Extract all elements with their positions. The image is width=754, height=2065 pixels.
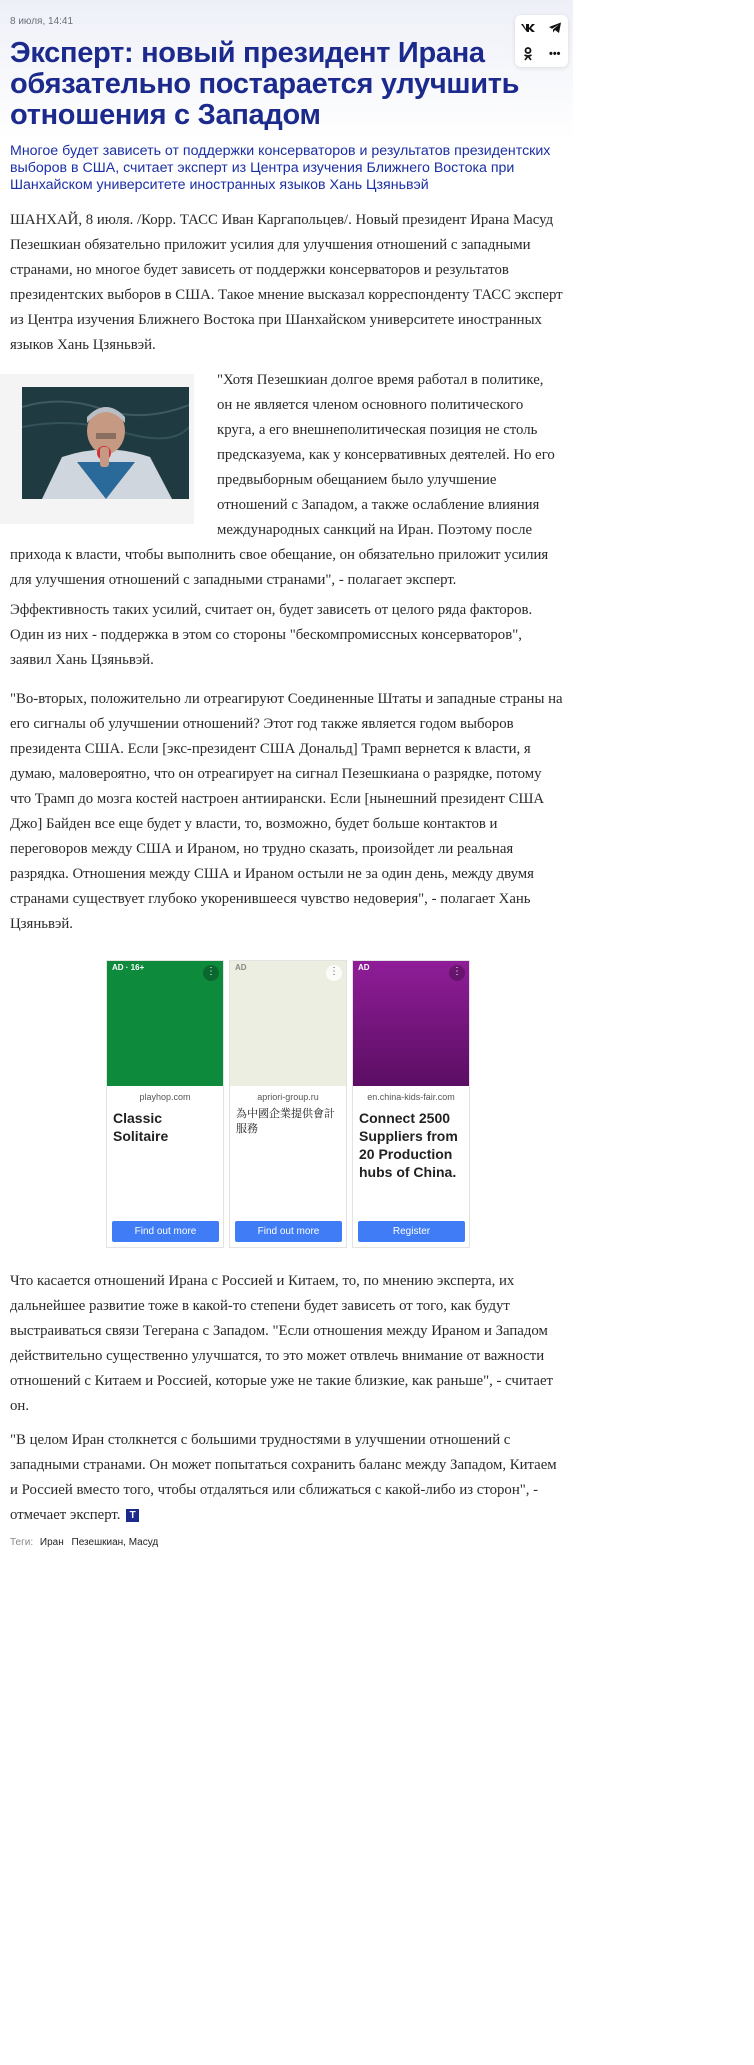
article-paragraph-text: "В целом Иран столкнется с большими трудностями в улучшении отношений с западными странами. Он может попытаться сохранить баланс между Западом, Китаем и Россией вместо того, чтобы отдаляться или сближаться с какой-либо из сторон", - отмечает эксперт. (10, 1432, 557, 1523)
vk-icon (520, 23, 536, 33)
ad-card[interactable] (352, 960, 470, 1248)
ad-cta-button[interactable]: Register (358, 1221, 465, 1242)
ad-title[interactable]: Classic Solitaire (113, 1110, 169, 1144)
ad-card[interactable] (106, 960, 224, 1248)
tag-link[interactable]: Пезешкиан, Масуд (71, 1537, 159, 1548)
ad-cta-button[interactable]: Find out more (235, 1221, 342, 1242)
ad-badge: AD · 16+ (112, 963, 145, 972)
article-paragraph (10, 1428, 566, 1528)
tags-row (10, 1537, 163, 1548)
telegram-icon (548, 22, 562, 34)
article-paragraph: "Во-вторых, положительно ли отреагируют Соединенные Штаты и западные страны на его сигналы об улучшении отношений? Этот год также является годом выборов президента США. Если [экс-президент США Дональд] Трамп вернется к власти, я думаю, маловероятно, что он отреагирует на сигнал Пезешкиана о разрядке, потому что Трамп до мозга костей настроен антиирански. Если [нынешний президент США Джо] Байден все еще будет у власти, то, возможно, будет больше контактов и переговоров между США и Ираном, но трудно сказать, произойдет ли реальная разрядка. Отношения между США и Ираном остыли не за один день, между двумя странами существует глубоко укоренившееся чувство недоверия", - полагает Хань Цзяньвэй. (10, 691, 563, 932)
ad-domain[interactable]: apriori-group.ru (257, 1092, 319, 1102)
tags-label: Теги: (10, 1537, 34, 1548)
article-title: Эксперт: новый президент Ирана обязательно постарается улучшить отношения с Западом (10, 37, 520, 131)
article-lead: Многое будет зависеть от поддержки консерваторов и результатов президентских выборов в США, считает эксперт из Центра изучения Ближнего Востока при Шанхайском университете иностранных языков Хань Цзяньвэй (10, 143, 551, 193)
ad-badge: AD (235, 963, 247, 972)
tag-link[interactable]: Иран (39, 1537, 64, 1548)
tass-logo-icon: T (126, 1509, 139, 1522)
photo-with-quote (0, 368, 566, 593)
quote-paragraph-part2: прихода к власти, чтобы выполнить свое обещание, он обязательно приложит усилия для улучшения отношений с западными странами", - полагает эксперт. (10, 547, 549, 588)
ad-title[interactable]: 為中國企業提供會計服務 (236, 1108, 335, 1135)
ad-image[interactable] (230, 961, 346, 1086)
ad-image[interactable] (353, 961, 469, 1086)
more-icon: ••• (548, 48, 561, 60)
article-paragraph: ШАНХАЙ, 8 июля. /Корр. ТАСС Иван Каргапольцев/. Новый президент Ирана Масуд Пезешкиан обязательно приложит усилия для улучшения отношений с западными странами, но многое будет зависеть от поддержки консерваторов и результатов президентских выборов в США. Такое мнение высказал корреспонденту ТАСС эксперт из Центра изучения Ближнего Востока при Шанхайском университете иностранных языков Хань Цзяньвэй. (10, 212, 563, 353)
ad-menu-button[interactable]: ⋮ (203, 965, 219, 981)
photo-frame (0, 374, 194, 524)
ad-menu-button[interactable]: ⋮ (449, 965, 465, 981)
telegram-share-button[interactable] (542, 15, 569, 41)
ad-title[interactable]: Connect 2500 Suppliers from 20 Production hubs of China. (359, 1110, 458, 1180)
person-photo-illustration (22, 387, 189, 499)
more-share-button[interactable] (542, 41, 569, 67)
ad-badge: AD (358, 963, 370, 972)
ad-domain[interactable]: playhop.com (139, 1092, 191, 1102)
article-photo[interactable] (22, 387, 189, 499)
article-paragraph: Эффективность таких усилий, считает он, будет зависеть от целого ряда факторов. Один из них - поддержка в этом со стороны "бескомпромиссных консерваторов", заявил Хань Цзяньвэй. (10, 602, 533, 668)
ad-card[interactable] (229, 960, 347, 1248)
quote-paragraph-part1: "Хотя Пезешкиан долгое время работал в политике, он не является членом основного политического круга, а его внешнеполитическая позиция не столь предсказуема, как у консервативных деятелей. Но его предвыборным обещанием было улучшение отношений с Западом, а также ослабление влияния международных санкций на Иран. Поэтому после (217, 372, 555, 538)
ad-image[interactable] (107, 961, 223, 1086)
ad-cta-button[interactable]: Find out more (112, 1221, 219, 1242)
ad-domain[interactable]: en.china-kids-fair.com (367, 1092, 455, 1102)
ad-block (106, 960, 470, 1248)
article-paragraph: Что касается отношений Ирана с Россией и Китаем, то, по мнению эксперта, их дальнейшее развитие тоже в какой-то степени будет зависеть от того, как будут выстраиваться связи Тегерана с Западом. "Если отношения между Ираном и Западом действительно существенно улучшатся, то это может отвлечь внимание от важности отношений с Китаем и Россией, которые уже не такие близкие, как раньше", - считает он. (10, 1273, 554, 1414)
ad-menu-button[interactable]: ⋮ (326, 965, 342, 981)
publish-date: 8 июля, 14:41 (10, 16, 74, 27)
